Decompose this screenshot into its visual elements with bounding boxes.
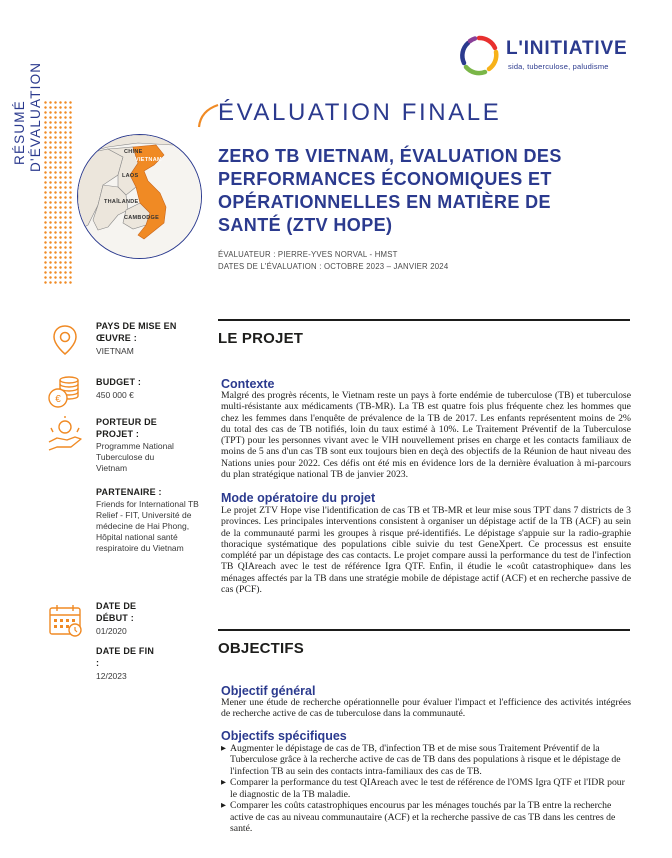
info-project-carrier [45, 416, 205, 486]
carrier-label: PORTEUR DE PROJET : [96, 417, 158, 439]
calendar-icon [45, 600, 85, 640]
initiative-logo [458, 34, 648, 80]
info-partner [45, 486, 205, 586]
carrier-value: Programme National Tuberculose du Vietnam [96, 441, 174, 473]
logo-name: L'INITIATIVE [506, 38, 628, 59]
partner-value: Friends for International TB Relief - FIT, Université de médecine de Hai Phong, Hôpital national santé respiratoire du Vietnam [96, 499, 199, 553]
specific-objective-item: ▶ Augmenter le dépistage de cas de TB, d'infection TB et de mise sous Traitement Préventif de la Tuberculose grâce à la recherche active de cas de TB dans des populations à risque et le dépistage de l'infection TB au sein des contacts intra-familiaux des cas de TB. [221, 743, 631, 777]
map-label-thailand: THAÏLANDE [104, 199, 139, 205]
map-label-laos: LAOS [122, 173, 139, 179]
evaluation-meta [218, 249, 448, 273]
specific-objective-item: ▶ Comparer les coûts catastrophiques encourus par les ménages touchés par la TB entre la recherche active de cas au niveau communautaire (ACF) et la recherche passive de cas TB dans les centres de santé. [221, 800, 631, 834]
country-value: VIETNAM [96, 346, 134, 356]
specific-objective-item: ▶ Comparer la performance du test QIAreach avec le test de référence de l'OMS Igra QTF et l'IDR pour le diagnostic de la TB maladie. [221, 777, 631, 800]
map-label-cambodia: CAMBODGE [124, 215, 160, 221]
map-label-vietnam: VIETNAM [135, 157, 162, 163]
map-label-china: CHINE [124, 149, 143, 155]
dotted-pattern-decoration [43, 100, 73, 285]
mode-text: Le projet ZTV Hope vise l'identification de cas TB et TB-MR et leur mise sous TPT dans 7 districts de 3 provinces. Les principales interventions consistent à organiser un dépistage actif de la TB (ACF) au sein de la communauté parmi les groupes à risque pré-identifiés. Le dépistage s'appuie sur la radio-graphie thoracique systématique des populations cible suivie du test GeneXpert. Ce processus est ensuite complété par un dépistage des cas contacts. Le projet compare aussi la performance du test de l'infection TB QIAreach avec le test de référence Igra QTF. Enfin, il étudie le «coût catastrophique» dans les ménages affectés par la TB dans une stratégie mobile de dépistage actif (ACF) et en recherche passive de cas (PCF). [221, 505, 631, 596]
context-text: Malgré des progrès récents, le Vietnam reste un pays à forte endémie de tuberculose (TB) et tuberculose multi-résistante aux médicaments (TB-MR). La TB est quatre fois plus fréquente chez les hommes que chez les femmes dans l'enquête de prévalence de la TB de 2017. Les enfants représentent moins de 2% du total des cas de TB notifiés, loin du taux estimé à 10%. Le Traitement Préventif de la Tuberculose (TPT) pour les personnes vivant avec le VIH nouvellement prises en charge et les contacts familiaux de moins de 5 ans d'un cas TB sont eux toujours bien en deçà des objectifs de la Réunion de haut niveau des Nations unies pour 2022. Ces défis ont été mis en évidence lors de la dernière évaluation à mi-parcours du plan stratégique national TB de janvier 2023. [221, 390, 631, 481]
general-objective-heading: Objectif général [221, 684, 316, 698]
section-divider-projet [218, 319, 630, 321]
mode-heading: Mode opératoire du projet [221, 491, 376, 505]
start-date-label: DATE DE DÉBUT : [96, 601, 137, 623]
country-label: PAYS DE MISE EN ŒUVRE : [96, 321, 177, 343]
location-pin-icon [45, 320, 85, 360]
partner-label: PARTENAIRE : [96, 487, 162, 497]
section-title-objectifs: OBJECTIFS [218, 640, 304, 657]
general-objective-text: Mener une étude de recherche opérationnelle pour évaluer l'impact et l'efficience des activités intégrées de recherche active de cas de tuberculose dans la communauté. [221, 697, 631, 720]
logo-tagline: sida, tuberculose, paludisme [508, 62, 609, 71]
section-divider-objectifs [218, 629, 630, 631]
svg-text:€: € [55, 394, 61, 405]
info-start-date [45, 600, 205, 640]
document-title: ZERO TB VIETNAM, ÉVALUATION DES PERFORMANCES ÉCONOMIQUES ET OPÉRATIONNELLES EN MATIÈRE DE SANTÉ (ZTV HOPE) [218, 146, 562, 235]
end-date-value: 12/2023 [96, 671, 127, 681]
specific-objectives-list [221, 743, 631, 835]
evaluation-dates-line: DATES DE L'ÉVALUATION : OCTOBRE 2023 – JANVIER 2024 [218, 262, 449, 271]
hand-with-coin-icon [45, 416, 85, 456]
info-country [45, 320, 205, 360]
budget-value: 450 000 € [96, 390, 134, 400]
context-heading: Contexte [221, 377, 275, 391]
coins-euro-icon [45, 372, 85, 412]
budget-label: BUDGET : [96, 377, 142, 387]
end-date-label: DATE DE FIN : [96, 646, 155, 668]
orange-arc-decoration [196, 103, 220, 129]
start-date-value: 01/2020 [96, 626, 127, 636]
section-title-projet: LE PROJET [218, 330, 304, 347]
summary-label-line1: RÉSUMÉ [12, 100, 27, 165]
summary-label-line2: D'ÉVALUATION [28, 61, 43, 172]
document-kicker: ÉVALUATION FINALE [218, 99, 502, 126]
specific-objectives-heading: Objectifs spécifiques [221, 729, 347, 743]
evaluator-line: ÉVALUATEUR : PIERRE-YVES NORVAL - HMST [218, 250, 398, 259]
logo-ring-icon [458, 34, 500, 76]
vietnam-map [77, 134, 202, 259]
info-end-date [45, 645, 205, 685]
info-budget [45, 372, 205, 412]
